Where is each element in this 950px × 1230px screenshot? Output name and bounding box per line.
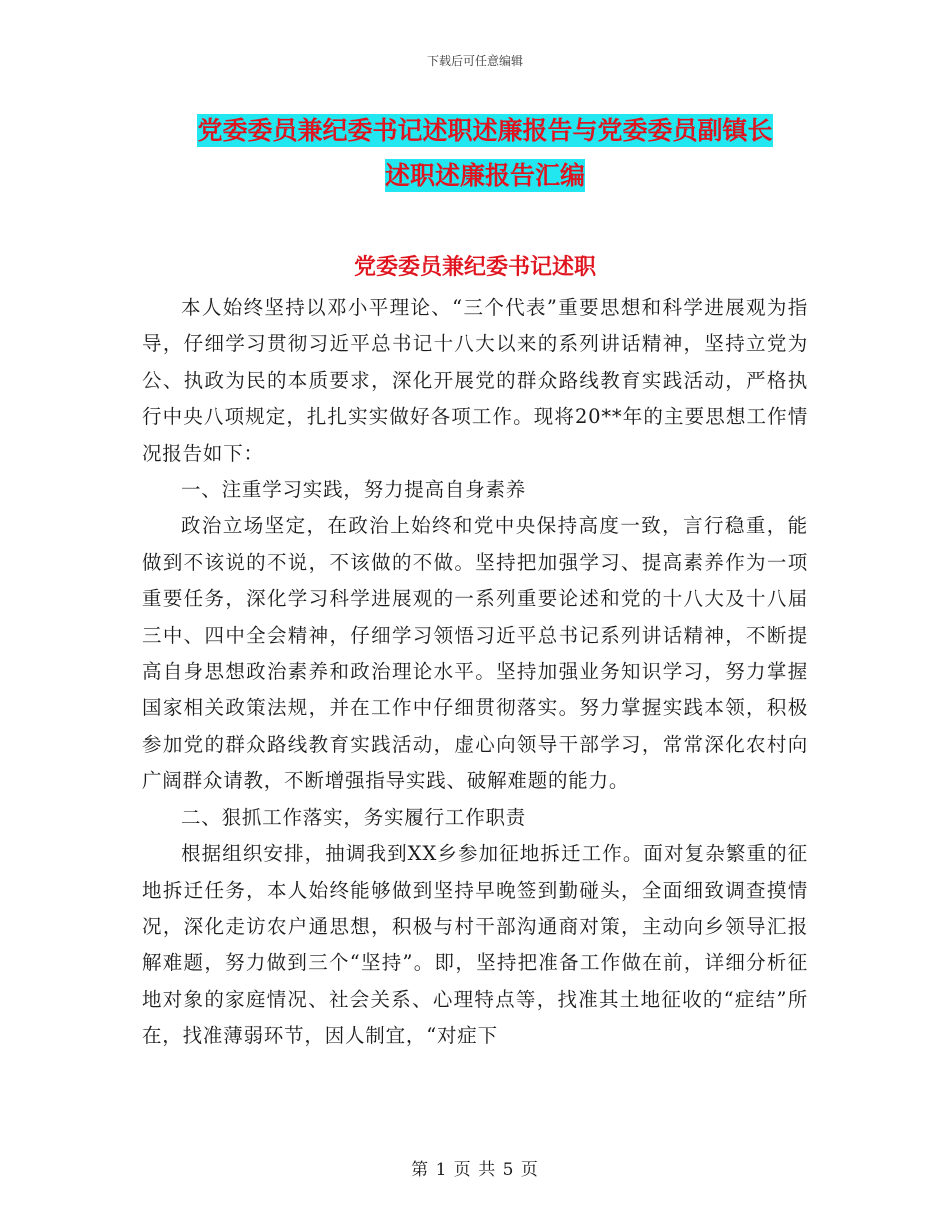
body-text (142, 290, 808, 1055)
paragraph-1: 政治立场坚定，在政治上始终和党中央保持高度一致，言行稳重，能做到不该说的不说，不该做的不做。坚持把加强学习、提高素养作为一项重要任务，深化学习科学进展观的一系列重要论述和党的十八大及十八届三中、四中全会精神，仔细学习领悟习近平总书记系列讲话精神，不断提高自身思想政治素养和政治理论水平。坚持加强业务知识学习，努力掌握国家相关政策法规，并在工作中仔细贯彻落实。努力掌握实践本领，积极参加党的群众路线教育实践活动，虚心向领导干部学习，常常深化农村向广阔群众请教，不断增强指导实践、破解难题的能力。 (142, 514, 808, 793)
document-title (150, 108, 820, 198)
heading-2: 二、狠抓工作落实，务实履行工作职责 (181, 805, 527, 829)
document-title-line-1: 党委委员兼纪委书记述职述廉报告与党委委员副镇长 (197, 116, 773, 145)
paragraph-2: 根据组织安排，抽调我到XX乡参加征地拆迁工作。面对复杂繁重的征地拆迁任务，本人始终能够做到坚持早晚签到勤碰头，全面细致调查摸情况，深化走访农户通思想，积极与村干部沟通商对策，主动向乡领导汇报解难题，努力做到三个“坚持”。即，坚持把准备工作做在前，详细分析征地对象的家庭情况、社会关系、心理特点等，找准其土地征收的“症结”所在，找准薄弱环节，因人制宜，“对症下 (142, 842, 808, 1048)
heading-1: 一、注重学习实践，努力提高自身素养 (181, 478, 527, 502)
section-title: 党委委员兼纪委书记述职 (353, 255, 596, 280)
document-title-line-2: 述职述廉报告汇编 (384, 161, 585, 190)
header-note: 下载后可任意编辑 (426, 54, 523, 68)
page-footer: 第 1 页 共 5 页 (411, 1160, 539, 1180)
paragraph-intro: 本人始终坚持以邓小平理论、“三个代表”重要思想和科学进展观为指导，仔细学习贯彻习近平总书记十八大以来的系列讲话精神，坚持立党为公、执政为民的本质要求，深化开展党的群众路线教育实践活动，严格执行中央八项规定，扎扎实实做好各项工作。现将20**年的主要思想工作情况报告如下： (142, 296, 808, 465)
